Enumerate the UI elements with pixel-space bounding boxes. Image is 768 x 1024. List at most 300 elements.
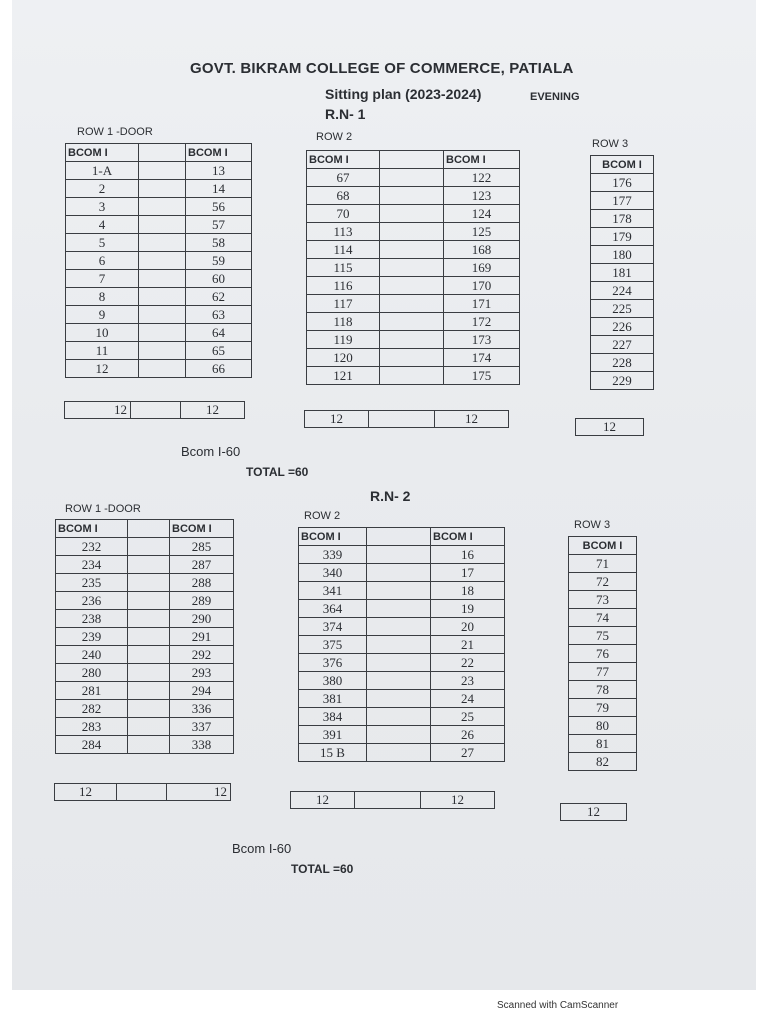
roll-number-cell: 23 — [431, 672, 505, 690]
blank-cell — [367, 582, 431, 600]
blank-cell — [367, 708, 431, 726]
roll-number-cell: 177 — [591, 192, 654, 210]
table-row — [56, 574, 234, 592]
table-row — [299, 618, 505, 636]
blank-cell — [380, 223, 444, 241]
roll-number-cell: 119 — [307, 331, 380, 349]
room2-row1-footer-left: 12 — [55, 784, 117, 801]
room2-row2-table — [298, 527, 505, 762]
blank-cell — [128, 574, 170, 592]
table-row — [66, 252, 252, 270]
room2-row1-footer-right: 12 — [167, 784, 231, 801]
roll-number-cell: 236 — [56, 592, 128, 610]
roll-number-cell: 176 — [591, 174, 654, 192]
table-row — [56, 592, 234, 610]
room1-course-note: Bcom I-60 — [181, 444, 241, 459]
room1-row1-body — [66, 144, 252, 378]
room1-row1-table — [65, 143, 252, 378]
room1-row3-footer-value: 12 — [576, 419, 644, 436]
roll-number-cell: 282 — [56, 700, 128, 718]
roll-number-cell: 57 — [186, 216, 252, 234]
blank-cell — [128, 628, 170, 646]
roll-number-cell: 22 — [431, 654, 505, 672]
table-row — [66, 216, 252, 234]
table-row — [66, 360, 252, 378]
roll-number-cell: 71 — [569, 555, 637, 573]
roll-number-cell: 10 — [66, 324, 139, 342]
footer-blank — [117, 784, 167, 801]
column-header: BCOM I — [444, 151, 520, 169]
footer-blank — [131, 402, 181, 419]
room1-row1-footer — [64, 401, 245, 419]
roll-number-cell: 116 — [307, 277, 380, 295]
roll-number-cell: 125 — [444, 223, 520, 241]
table-row — [591, 282, 654, 300]
roll-number-cell: 227 — [591, 336, 654, 354]
blank-cell — [380, 259, 444, 277]
column-header — [128, 520, 170, 538]
roll-number-cell: 289 — [170, 592, 234, 610]
roll-number-cell: 115 — [307, 259, 380, 277]
roll-number-cell: 280 — [56, 664, 128, 682]
roll-number-cell: 340 — [299, 564, 367, 582]
blank-cell — [380, 187, 444, 205]
table-row — [591, 246, 654, 264]
room2-title: R.N- 2 — [370, 488, 411, 504]
table-row — [569, 609, 637, 627]
roll-number-cell: 17 — [431, 564, 505, 582]
table-row — [569, 717, 637, 735]
blank-cell — [128, 592, 170, 610]
table-row — [591, 192, 654, 210]
roll-number-cell: 338 — [170, 736, 234, 754]
table-row — [591, 354, 654, 372]
blank-cell — [128, 664, 170, 682]
room1-row2-body — [307, 151, 520, 385]
header-row — [56, 520, 234, 538]
table-row — [569, 645, 637, 663]
column-header: BCOM I — [186, 144, 252, 162]
roll-number-cell: 336 — [170, 700, 234, 718]
roll-number-cell: 291 — [170, 628, 234, 646]
blank-cell — [128, 538, 170, 556]
session-label: EVENING — [530, 91, 580, 103]
blank-cell — [367, 564, 431, 582]
table-row — [66, 180, 252, 198]
roll-number-cell: 381 — [299, 690, 367, 708]
room1-row2-footer-right: 12 — [435, 411, 509, 428]
header-row — [569, 537, 637, 555]
roll-number-cell: 238 — [56, 610, 128, 628]
room1-row1-footer-right: 12 — [181, 402, 245, 419]
roll-number-cell: 72 — [569, 573, 637, 591]
scanner-watermark: Scanned with CamScanner — [497, 1000, 619, 1011]
table-row — [307, 331, 520, 349]
table-row — [66, 342, 252, 360]
footer-blank — [369, 411, 435, 428]
roll-number-cell: 8 — [66, 288, 139, 306]
blank-cell — [367, 546, 431, 564]
blank-cell — [139, 342, 186, 360]
blank-cell — [139, 234, 186, 252]
table-row — [307, 367, 520, 385]
table-row — [307, 277, 520, 295]
table-row — [591, 300, 654, 318]
roll-number-cell: 118 — [307, 313, 380, 331]
roll-number-cell: 169 — [444, 259, 520, 277]
roll-number-cell: 294 — [170, 682, 234, 700]
roll-number-cell: 121 — [307, 367, 380, 385]
table-row — [307, 187, 520, 205]
header-row — [307, 151, 520, 169]
room2-row2-footer-left: 12 — [291, 792, 355, 809]
blank-cell — [380, 205, 444, 223]
column-header: BCOM I — [591, 156, 654, 174]
table-row — [66, 306, 252, 324]
roll-number-cell: 3 — [66, 198, 139, 216]
roll-number-cell: 337 — [170, 718, 234, 736]
blank-cell — [367, 690, 431, 708]
table-row — [66, 324, 252, 342]
roll-number-cell: 76 — [569, 645, 637, 663]
blank-cell — [367, 636, 431, 654]
roll-number-cell: 81 — [569, 735, 637, 753]
room1-row3-footer — [575, 418, 644, 436]
header-row — [66, 144, 252, 162]
roll-number-cell: 120 — [307, 349, 380, 367]
table-row — [307, 259, 520, 277]
roll-number-cell: 168 — [444, 241, 520, 259]
table-row — [299, 546, 505, 564]
room2-row3-footer-value: 12 — [561, 804, 627, 821]
table-row — [591, 264, 654, 282]
blank-cell — [128, 610, 170, 628]
table-row — [56, 556, 234, 574]
room2-row3-table — [568, 536, 637, 771]
room2-row2-footer-right: 12 — [421, 792, 495, 809]
room1-row1-label: ROW 1 -DOOR — [77, 126, 153, 138]
blank-cell — [139, 270, 186, 288]
roll-number-cell: 20 — [431, 618, 505, 636]
column-header — [139, 144, 186, 162]
blank-cell — [128, 700, 170, 718]
table-row — [299, 690, 505, 708]
roll-number-cell: 63 — [186, 306, 252, 324]
room2-row1-label: ROW 1 -DOOR — [65, 503, 141, 515]
roll-number-cell: 73 — [569, 591, 637, 609]
table-row — [299, 744, 505, 762]
roll-number-cell: 16 — [431, 546, 505, 564]
roll-number-cell: 228 — [591, 354, 654, 372]
roll-number-cell: 58 — [186, 234, 252, 252]
table-row — [591, 210, 654, 228]
roll-number-cell: 14 — [186, 180, 252, 198]
blank-cell — [139, 198, 186, 216]
roll-number-cell: 283 — [56, 718, 128, 736]
roll-number-cell: 24 — [431, 690, 505, 708]
blank-cell — [139, 162, 186, 180]
roll-number-cell: 290 — [170, 610, 234, 628]
table-row — [569, 699, 637, 717]
table-row — [56, 610, 234, 628]
table-row — [299, 726, 505, 744]
table-row — [591, 318, 654, 336]
roll-number-cell: 5 — [66, 234, 139, 252]
roll-number-cell: 226 — [591, 318, 654, 336]
room1-row2-label: ROW 2 — [316, 131, 353, 143]
blank-cell — [128, 556, 170, 574]
table-row — [307, 223, 520, 241]
roll-number-cell: 172 — [444, 313, 520, 331]
roll-number-cell: 66 — [186, 360, 252, 378]
blank-cell — [139, 360, 186, 378]
roll-number-cell: 288 — [170, 574, 234, 592]
table-row — [66, 288, 252, 306]
blank-cell — [128, 646, 170, 664]
roll-number-cell: 170 — [444, 277, 520, 295]
roll-number-cell: 113 — [307, 223, 380, 241]
table-row — [299, 654, 505, 672]
roll-number-cell: 64 — [186, 324, 252, 342]
roll-number-cell: 62 — [186, 288, 252, 306]
roll-number-cell: 18 — [431, 582, 505, 600]
blank-cell — [380, 331, 444, 349]
roll-number-cell: 74 — [569, 609, 637, 627]
room2-row2-footer — [290, 791, 495, 809]
roll-number-cell: 60 — [186, 270, 252, 288]
blank-cell — [367, 618, 431, 636]
roll-number-cell: 59 — [186, 252, 252, 270]
roll-number-cell: 364 — [299, 600, 367, 618]
blank-cell — [139, 306, 186, 324]
roll-number-cell: 65 — [186, 342, 252, 360]
roll-number-cell: 181 — [591, 264, 654, 282]
table-row — [299, 600, 505, 618]
header-row — [591, 156, 654, 174]
roll-number-cell: 117 — [307, 295, 380, 313]
column-header: BCOM I — [299, 528, 367, 546]
roll-number-cell: 114 — [307, 241, 380, 259]
blank-cell — [139, 216, 186, 234]
room1-row2-table — [306, 150, 520, 385]
table-row — [56, 646, 234, 664]
room2-row3-body — [569, 537, 637, 771]
column-header: BCOM I — [307, 151, 380, 169]
column-header: BCOM I — [170, 520, 234, 538]
room1-row3-body — [591, 156, 654, 390]
column-header: BCOM I — [56, 520, 128, 538]
roll-number-cell: 2 — [66, 180, 139, 198]
table-row — [569, 555, 637, 573]
room2-row1-body — [56, 520, 234, 754]
blank-cell — [380, 349, 444, 367]
blank-cell — [380, 241, 444, 259]
roll-number-cell: 68 — [307, 187, 380, 205]
roll-number-cell: 75 — [569, 627, 637, 645]
blank-cell — [139, 288, 186, 306]
roll-number-cell: 7 — [66, 270, 139, 288]
roll-number-cell: 179 — [591, 228, 654, 246]
column-header — [380, 151, 444, 169]
room1-row1-footer-left: 12 — [65, 402, 131, 419]
table-row — [591, 228, 654, 246]
column-header: BCOM I — [66, 144, 139, 162]
roll-number-cell: 80 — [569, 717, 637, 735]
room2-row2-body — [299, 528, 505, 762]
roll-number-cell: 391 — [299, 726, 367, 744]
table-row — [307, 295, 520, 313]
table-row — [569, 627, 637, 645]
roll-number-cell: 229 — [591, 372, 654, 390]
table-row — [299, 564, 505, 582]
college-title: GOVT. BIKRAM COLLEGE OF COMMERCE, PATIALA — [190, 60, 574, 77]
roll-number-cell: 235 — [56, 574, 128, 592]
roll-number-cell: 6 — [66, 252, 139, 270]
blank-cell — [128, 682, 170, 700]
room2-total: TOTAL =60 — [291, 862, 354, 876]
table-row — [569, 681, 637, 699]
roll-number-cell: 374 — [299, 618, 367, 636]
roll-number-cell: 123 — [444, 187, 520, 205]
blank-cell — [380, 169, 444, 187]
table-row — [299, 708, 505, 726]
roll-number-cell: 19 — [431, 600, 505, 618]
blank-cell — [380, 277, 444, 295]
roll-number-cell: 67 — [307, 169, 380, 187]
roll-number-cell: 232 — [56, 538, 128, 556]
footer-blank — [355, 792, 421, 809]
roll-number-cell: 78 — [569, 681, 637, 699]
table-row — [56, 718, 234, 736]
blank-cell — [367, 744, 431, 762]
table-row — [569, 663, 637, 681]
blank-cell — [367, 672, 431, 690]
roll-number-cell: 281 — [56, 682, 128, 700]
blank-cell — [367, 654, 431, 672]
roll-number-cell: 77 — [569, 663, 637, 681]
table-row — [307, 349, 520, 367]
roll-number-cell: 285 — [170, 538, 234, 556]
table-row — [569, 735, 637, 753]
roll-number-cell: 56 — [186, 198, 252, 216]
table-row — [66, 270, 252, 288]
table-row — [569, 753, 637, 771]
roll-number-cell: 171 — [444, 295, 520, 313]
blank-cell — [380, 367, 444, 385]
blank-cell — [139, 324, 186, 342]
roll-number-cell: 292 — [170, 646, 234, 664]
roll-number-cell: 341 — [299, 582, 367, 600]
room1-total: TOTAL =60 — [246, 465, 309, 479]
roll-number-cell: 174 — [444, 349, 520, 367]
roll-number-cell: 25 — [431, 708, 505, 726]
roll-number-cell: 79 — [569, 699, 637, 717]
table-row — [56, 538, 234, 556]
table-row — [56, 700, 234, 718]
roll-number-cell: 1-A — [66, 162, 139, 180]
table-row — [56, 628, 234, 646]
room1-row3-table — [590, 155, 654, 390]
roll-number-cell: 26 — [431, 726, 505, 744]
table-row — [66, 162, 252, 180]
roll-number-cell: 178 — [591, 210, 654, 228]
roll-number-cell: 224 — [591, 282, 654, 300]
room1-row3-label: ROW 3 — [592, 138, 629, 150]
room2-row1-table — [55, 519, 234, 754]
table-row — [299, 672, 505, 690]
room2-row3-label: ROW 3 — [574, 519, 611, 531]
roll-number-cell: 13 — [186, 162, 252, 180]
sitting-plan-title: Sitting plan (2023-2024) — [325, 86, 482, 102]
table-row — [66, 234, 252, 252]
roll-number-cell: 380 — [299, 672, 367, 690]
roll-number-cell: 293 — [170, 664, 234, 682]
roll-number-cell: 375 — [299, 636, 367, 654]
table-row — [299, 636, 505, 654]
table-row — [307, 241, 520, 259]
roll-number-cell: 11 — [66, 342, 139, 360]
table-row — [66, 198, 252, 216]
blank-cell — [380, 313, 444, 331]
column-header — [367, 528, 431, 546]
roll-number-cell: 12 — [66, 360, 139, 378]
header-row — [299, 528, 505, 546]
roll-number-cell: 339 — [299, 546, 367, 564]
room1-row2-footer-left: 12 — [305, 411, 369, 428]
roll-number-cell: 239 — [56, 628, 128, 646]
roll-number-cell: 15 B — [299, 744, 367, 762]
roll-number-cell: 4 — [66, 216, 139, 234]
blank-cell — [128, 736, 170, 754]
blank-cell — [139, 252, 186, 270]
table-row — [299, 582, 505, 600]
table-row — [307, 169, 520, 187]
table-row — [569, 573, 637, 591]
table-row — [591, 372, 654, 390]
roll-number-cell: 234 — [56, 556, 128, 574]
roll-number-cell: 175 — [444, 367, 520, 385]
roll-number-cell: 287 — [170, 556, 234, 574]
roll-number-cell: 21 — [431, 636, 505, 654]
table-row — [591, 174, 654, 192]
roll-number-cell: 376 — [299, 654, 367, 672]
table-row — [56, 682, 234, 700]
roll-number-cell: 173 — [444, 331, 520, 349]
room2-row1-footer — [54, 783, 231, 801]
room2-row3-footer — [560, 803, 627, 821]
blank-cell — [367, 726, 431, 744]
table-row — [307, 205, 520, 223]
table-row — [307, 313, 520, 331]
roll-number-cell: 180 — [591, 246, 654, 264]
blank-cell — [139, 180, 186, 198]
roll-number-cell: 384 — [299, 708, 367, 726]
roll-number-cell: 70 — [307, 205, 380, 223]
roll-number-cell: 124 — [444, 205, 520, 223]
table-row — [56, 736, 234, 754]
room2-course-note: Bcom I-60 — [232, 841, 292, 856]
table-row — [569, 591, 637, 609]
roll-number-cell: 122 — [444, 169, 520, 187]
roll-number-cell: 9 — [66, 306, 139, 324]
blank-cell — [367, 600, 431, 618]
room1-title: R.N- 1 — [325, 106, 366, 122]
roll-number-cell: 82 — [569, 753, 637, 771]
roll-number-cell: 27 — [431, 744, 505, 762]
column-header: BCOM I — [569, 537, 637, 555]
blank-cell — [128, 718, 170, 736]
table-row — [591, 336, 654, 354]
